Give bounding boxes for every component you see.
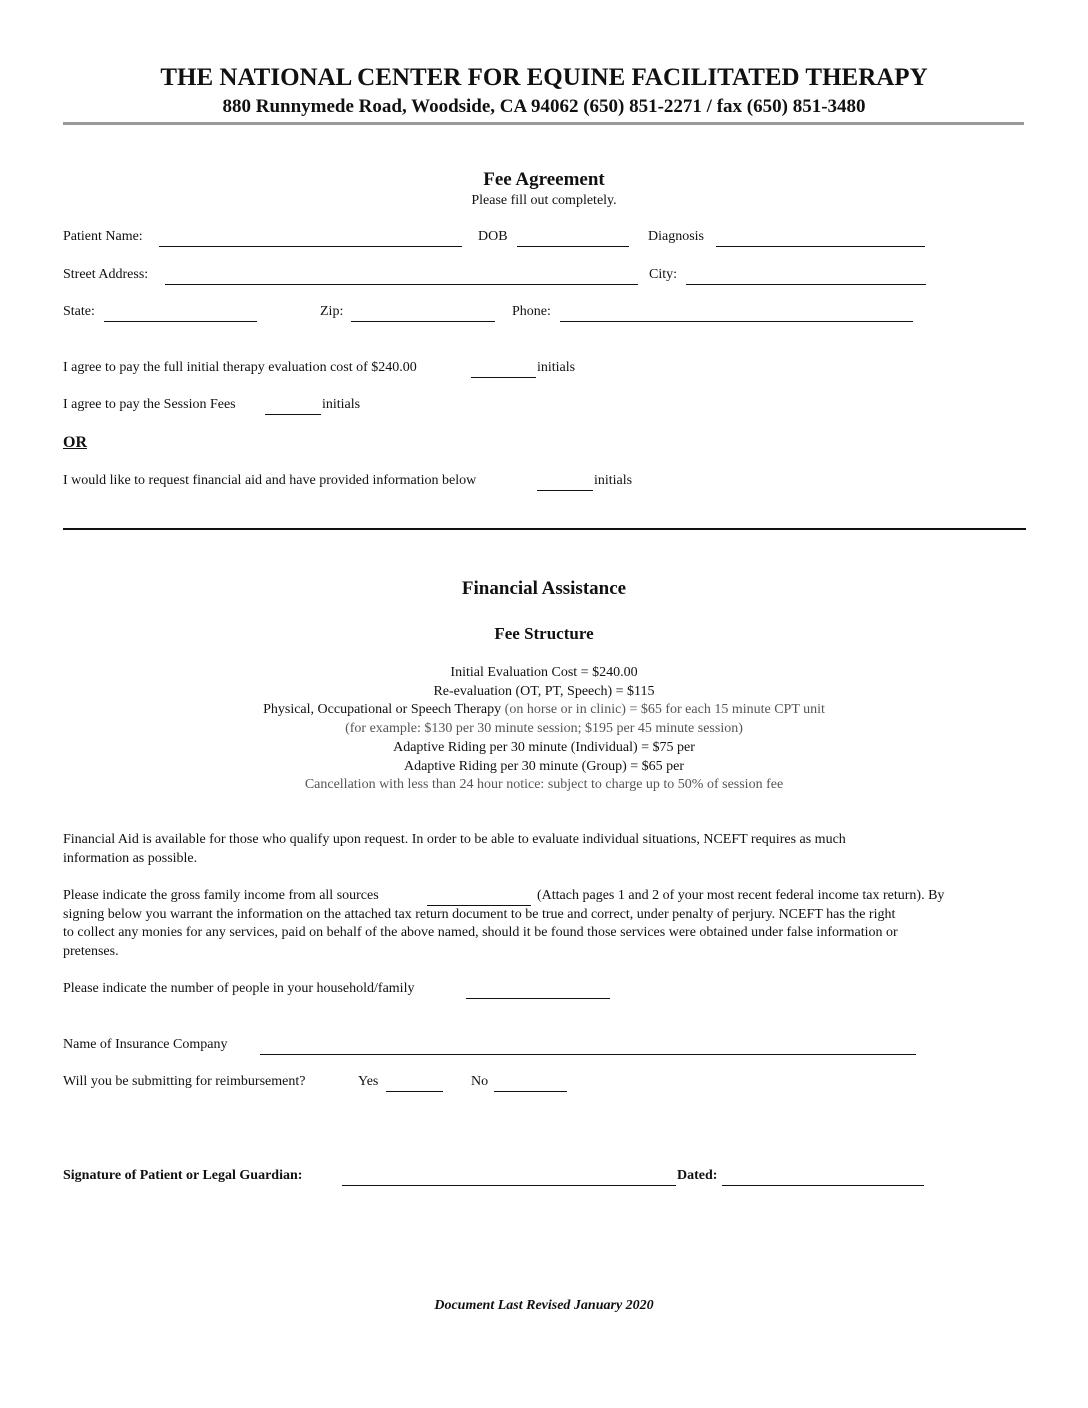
- fee-therapy-prefix: Physical, Occupational or Speech Therapy: [263, 702, 502, 717]
- session-initials-label: initials: [322, 397, 361, 412]
- section-divider: [63, 528, 1026, 530]
- street-address-field[interactable]: [165, 283, 638, 285]
- or-separator: OR: [63, 434, 87, 451]
- reimbursement-label: Will you be submitting for reimbursement?: [63, 1074, 306, 1089]
- aid-paragraph-line-1: Financial Aid is available for those who qualify upon request. In order to be able to evaluate individual situations, NCEFT requires as much: [63, 832, 846, 847]
- state-field[interactable]: [104, 320, 257, 322]
- no-field[interactable]: [494, 1090, 567, 1092]
- aid-paragraph-line-2: information as possible.: [63, 851, 198, 866]
- fee-re-evaluation: Re-evaluation (OT, PT, Speech) = $115: [433, 684, 655, 699]
- phone-field[interactable]: [560, 320, 913, 322]
- city-field[interactable]: [686, 283, 926, 285]
- evaluation-initials-field[interactable]: [471, 376, 536, 378]
- signature-label: Signature of Patient or Legal Guardian:: [63, 1168, 303, 1183]
- financial-aid-request-text: I would like to request financial aid and have provided information below: [63, 473, 477, 488]
- income-field[interactable]: [427, 904, 531, 906]
- fee-initial-evaluation: Initial Evaluation Cost = $240.00: [450, 665, 638, 680]
- agree-evaluation-text: I agree to pay the full initial therapy evaluation cost of $240.00: [63, 360, 417, 375]
- income-text-1a: Please indicate the gross family income from all sources: [63, 888, 379, 903]
- fee-riding-individual: Adaptive Riding per 30 minute (Individual) = $75 per: [393, 740, 695, 755]
- patient-name-field[interactable]: [159, 245, 462, 247]
- patient-name-label: Patient Name:: [63, 229, 143, 244]
- organization-address: 880 Runnymede Road, Woodside, CA 94062 (650) 851-2271 / fax (650) 851-3480: [222, 96, 866, 117]
- insurance-field[interactable]: [260, 1053, 916, 1055]
- session-initials-field[interactable]: [265, 413, 321, 415]
- insurance-label: Name of Insurance Company: [63, 1037, 228, 1052]
- income-text-2: signing below you warrant the information on the attached tax return document to be true and correct, under penalty of perjury. NCEFT has the right: [63, 907, 896, 922]
- zip-field[interactable]: [351, 320, 495, 322]
- household-field[interactable]: [466, 997, 610, 999]
- fee-structure-title: Fee Structure: [494, 624, 594, 643]
- aid-initials-field[interactable]: [537, 489, 593, 491]
- dated-label: Dated:: [677, 1168, 718, 1183]
- header-divider: [63, 122, 1024, 125]
- agree-session-text: I agree to pay the Session Fees: [63, 397, 236, 412]
- fee-therapy-suffix: (on horse or in clinic) = $65 for each 15 minute CPT unit: [501, 702, 825, 717]
- aid-initials-label: initials: [594, 473, 633, 488]
- diagnosis-label: Diagnosis: [648, 229, 704, 244]
- yes-field[interactable]: [386, 1090, 443, 1092]
- income-text-1b: (Attach pages 1 and 2 of your most recent federal income tax return). By: [537, 888, 945, 903]
- diagnosis-field[interactable]: [716, 245, 925, 247]
- state-label: State:: [63, 304, 95, 319]
- financial-assistance-title: Financial Assistance: [461, 578, 627, 599]
- fee-agreement-subtitle: Please fill out completely.: [471, 193, 617, 208]
- income-text-3: to collect any monies for any services, paid on behalf of the above named, should it be found those services were obtained under false information or: [63, 925, 898, 940]
- no-label: No: [471, 1074, 489, 1089]
- yes-label: Yes: [358, 1074, 379, 1089]
- fee-riding-group: Adaptive Riding per 30 minute (Group) = $65 per: [403, 759, 685, 774]
- income-text-4: pretenses.: [63, 944, 119, 959]
- fee-agreement-title: Fee Agreement: [483, 169, 605, 190]
- city-label: City:: [649, 267, 678, 282]
- zip-label: Zip:: [320, 304, 344, 319]
- evaluation-initials-label: initials: [537, 360, 576, 375]
- revision-note: Document Last Revised January 2020: [434, 1298, 654, 1313]
- dob-label: DOB: [478, 229, 508, 244]
- dated-field[interactable]: [722, 1184, 924, 1186]
- fee-therapy: [0, 702, 1088, 718]
- dob-field[interactable]: [517, 245, 629, 247]
- fee-example: (for example: $130 per 30 minute session; $195 per 45 minute session): [345, 721, 743, 736]
- household-text: Please indicate the number of people in your household/family: [63, 981, 415, 996]
- phone-label: Phone:: [512, 304, 551, 319]
- street-address-label: Street Address:: [63, 267, 149, 282]
- signature-field[interactable]: [342, 1184, 676, 1186]
- fee-cancellation: Cancellation with less than 24 hour notice: subject to charge up to 50% of session fee: [304, 777, 784, 792]
- organization-name: THE NATIONAL CENTER FOR EQUINE FACILITATED THERAPY: [160, 64, 928, 91]
